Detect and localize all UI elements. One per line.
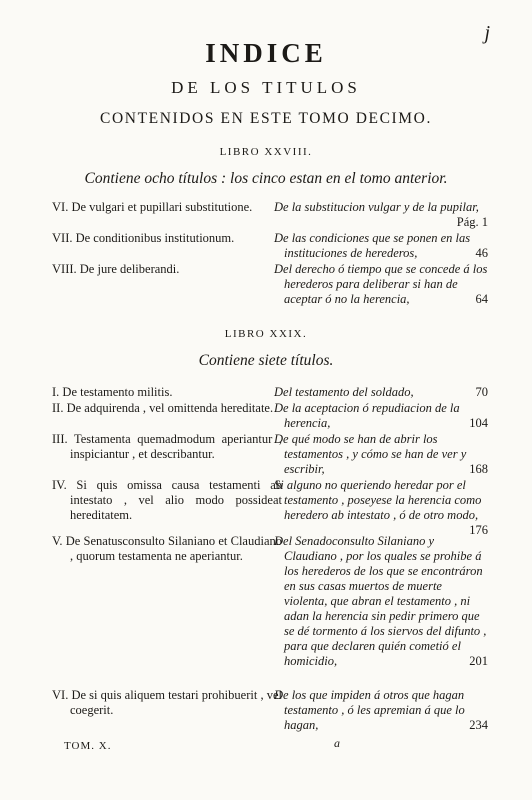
entry-page: 104 [469, 416, 488, 430]
entry-spanish: Del testamento del soldado, 70 [274, 385, 488, 399]
page-title: INDICE [205, 38, 327, 68]
entry-latin: V. De Senatusconsulto Silaniano et Claudiano , quorum testamenta ne aperiantur. [52, 534, 282, 563]
entry-page: 46 [475, 246, 488, 260]
entry-spanish: Del derecho ó tiempo que se concede á los herederos para deliberar si han de aceptar ó no la herencia, 64 [274, 262, 488, 306]
entry-page: 168 [469, 462, 488, 476]
entry-page: 64 [475, 292, 488, 306]
libro-heading: LIBRO XXVIII. [219, 146, 313, 158]
entry-latin: VII. De conditionibus institutionum. [52, 231, 235, 245]
entry-page: 176 [469, 523, 488, 537]
entry-latin: II. De adquirenda , vel omittenda hereditate. [52, 401, 274, 415]
contiene-line: Contiene siete títulos. [198, 352, 334, 369]
entry-spanish: De qué modo se han de abrir los testamentos , y cómo se han de ver y escribir, 168 [274, 432, 488, 476]
entry-spanish: De la aceptacion ó repudiacion de la herencia, 104 [274, 401, 488, 430]
entry-spanish: Si alguno no queriendo heredar por el testamento , poseyese la herencia como heredero ab intestato , ó de otro modo, 176 [274, 478, 488, 537]
entry-latin: III. Testamenta quemadmodum aperiantur , inspiciantur , et describantur. [52, 432, 282, 461]
entry-spanish: De las condiciones que se ponen en las instituciones de herederos, 46 [274, 231, 488, 260]
page-subtitle-2: CONTENIDOS EN ESTE TOMO DECIMO. [100, 110, 432, 127]
entry-spanish: De la substitucion vulgar y de la pupilar, Pág. 1 [274, 200, 488, 229]
entry-spanish: De los que impiden á otros que hagan testamento , ó les apremian á que lo hagan, 234 [274, 688, 488, 732]
entry-page: Pág. 1 [456, 215, 488, 229]
entry-latin: IV. Si quis omissa causa testamenti ab intestato , vel alio modo possideat hereditatem. [52, 478, 282, 522]
page-mark: j [484, 22, 490, 44]
entry-latin: VIII. De jure deliberandi. [52, 262, 180, 276]
entry-page: 234 [469, 718, 488, 732]
entry-latin: I. De testamento militis. [52, 385, 173, 399]
entry-page: 201 [469, 654, 488, 668]
entry-page: 70 [475, 385, 488, 399]
volume-label: TOM. X. [64, 740, 112, 752]
libro-heading: LIBRO XXIX. [224, 328, 308, 340]
page-subtitle: DE LOS TITULOS [171, 78, 361, 97]
entry-latin: VI. De vulgari et pupillari substitutione. [52, 200, 253, 214]
contiene-line: Contiene ocho títulos : los cinco estan en el tomo anterior. [84, 170, 448, 187]
signature-mark: a [334, 736, 340, 750]
entry-latin: VI. De si quis aliquem testari prohibuerit , vel coegerit. [52, 688, 282, 717]
entry-spanish: Del Senadoconsulto Silaniano y Claudiano , por los quales se prohibe á los herederos de los que se encontráron en sus casas muertos de muerte violenta, que abran el testamento , ni adan la herencia sin pedir primero que se dé tormento á los siervos del difunto , para que declaren quién cometió el homicidio, 201 [274, 534, 488, 668]
